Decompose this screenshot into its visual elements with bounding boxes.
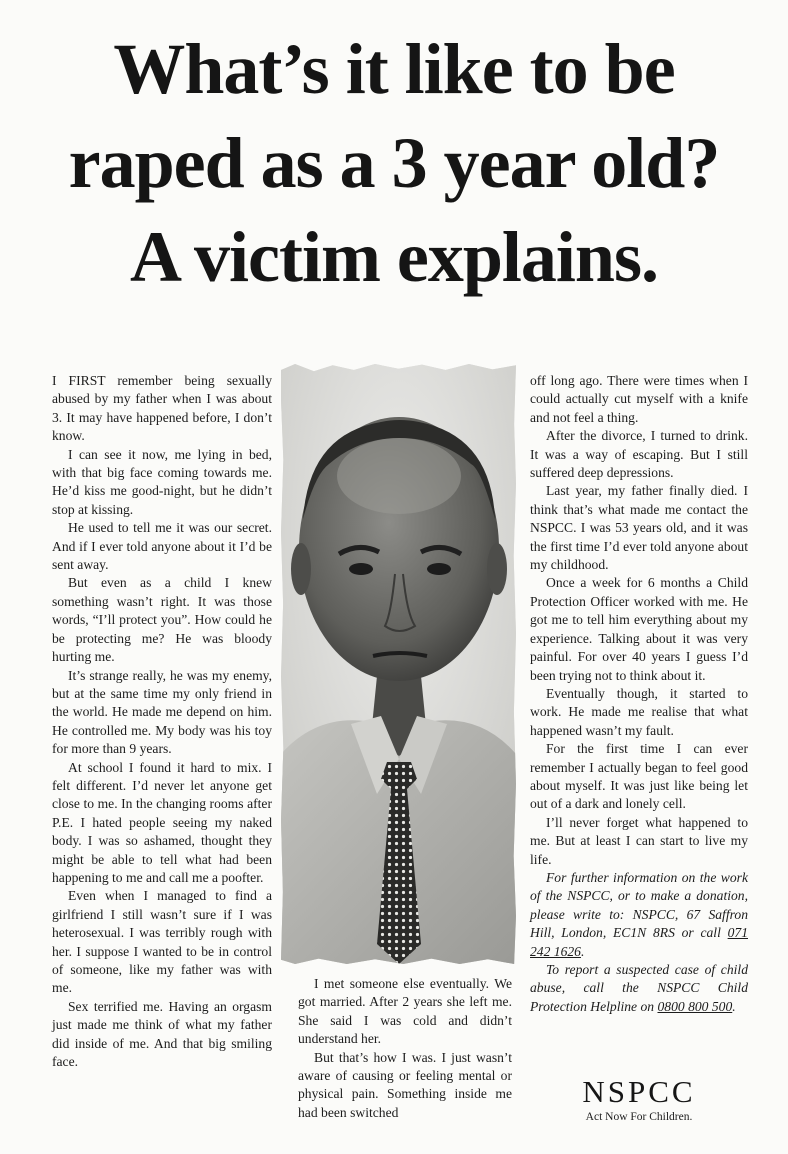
body-paragraph: But that’s how I was. I just wasn’t aware of causing or feeling mental or physical pain. Something inside me had been switched — [298, 1049, 512, 1120]
further-info-end: . — [580, 943, 585, 959]
headline — [30, 22, 758, 304]
left-column — [52, 372, 272, 1071]
body-paragraph: I’ll never forget what happened to me. But at least I can start to live my life. — [530, 814, 748, 867]
body-paragraph: Last year, my father finally died. I think that’s what made me contact the NSPCC. I was 53 years old, and it was the first time I’d ever told anyone about my childhood. — [530, 483, 748, 573]
body-paragraph: For the first time I can ever remember I actually began to feel good about myself. It was just like being let out of a dark and lonely cell. — [530, 741, 748, 812]
body-paragraph: off long ago. There were times when I could actually cut myself with a knife and not feel a thing. — [530, 373, 748, 425]
body-paragraph: Once a week for 6 months a Child Protection Officer worked with me. He got me to tell him everything about my experience. Talking about it was very painful. For over 40 years I guess I’d been trying not to think about it. — [530, 575, 748, 683]
portrait-illustration — [281, 364, 516, 964]
body-paragraph: I met someone else eventually. We got married. After 2 years she left me. She said I was cold and didn’t understand her. — [298, 976, 512, 1047]
body-paragraph: He used to tell me it was our secret. And if I ever told anyone about it I’d be sent away. — [52, 520, 272, 573]
logo-wordmark: NSPCC — [582, 1074, 696, 1109]
headline-line-1: What’s it like to be — [113, 29, 675, 109]
body-paragraph: At school I found it hard to mix. I felt different. I’d never let anyone get close to me. In the changing rooms after P.E. I hated people seeing my naked body. I was so ashamed, thought they might be able to tell what had been happening to me and call me a poofter. — [52, 759, 272, 885]
body-paragraph: It’s strange really, he was my enemy, but at the same time my only friend in the world. He made me depend on him. He controlled me. My body was his toy for more than 9 years. — [52, 667, 272, 757]
body-paragraph: I FIRST remember being sexually abused by my father when I was about 3. It may have happened before, I don’t know. — [52, 373, 272, 444]
logo-tagline: Act Now For Children. — [585, 1111, 693, 1123]
further-info-text: For further information on the work of the NSPCC, or to make a donation, please write to: NSPCC, 67 Saffron Hill, London, EC1N 8RS or call — [530, 869, 748, 941]
nspcc-logo — [530, 1075, 748, 1123]
report-text: To report a suspected case of child abuse, call the NSPCC Child Protection Helpline on — [530, 962, 748, 1014]
body-paragraph: Eventually though, it started to work. He made me realise that what happened wasn’t my fault. — [530, 685, 748, 738]
body-paragraph: After the divorce, I turned to drink. It was a way of escaping. But I still suffered deep depressions. — [530, 428, 748, 481]
body-paragraph: But even as a child I knew something wasn’t right. It was those words, “I’ll protect you”. How could he be protecting me? He was bloody hurting me. — [52, 575, 272, 665]
donation-phone-number[interactable]: 071 242 1626 — [530, 925, 748, 959]
body-paragraph: Sex terrified me. Having an orgasm just made me think of what my father did inside of me. And that big smiling face. — [52, 998, 272, 1070]
victim-portrait-photo — [281, 364, 516, 964]
headline-line-2: raped as a 3 year old? — [68, 123, 720, 203]
body-paragraph: Even when I managed to find a girlfriend I still wasn’t sure if I was heterosexual. I was terribly rough with her. I suppose I wanted to be in control of someone, like my father was with me. — [52, 888, 272, 996]
middle-column — [298, 975, 512, 1122]
body-paragraph: I can see it now, me lying in bed, with that big face coming towards me. He’d kiss me good-night, but he didn’t stop at kissing. — [52, 446, 272, 517]
report-abuse-info — [530, 961, 748, 1016]
contact-info — [530, 869, 748, 1016]
headline-line-3: A victim explains. — [129, 217, 658, 297]
helpline-phone-number[interactable]: 0800 800 500 — [657, 998, 733, 1014]
further-information — [530, 869, 748, 961]
report-end: . — [732, 998, 736, 1014]
right-column — [530, 372, 748, 1016]
